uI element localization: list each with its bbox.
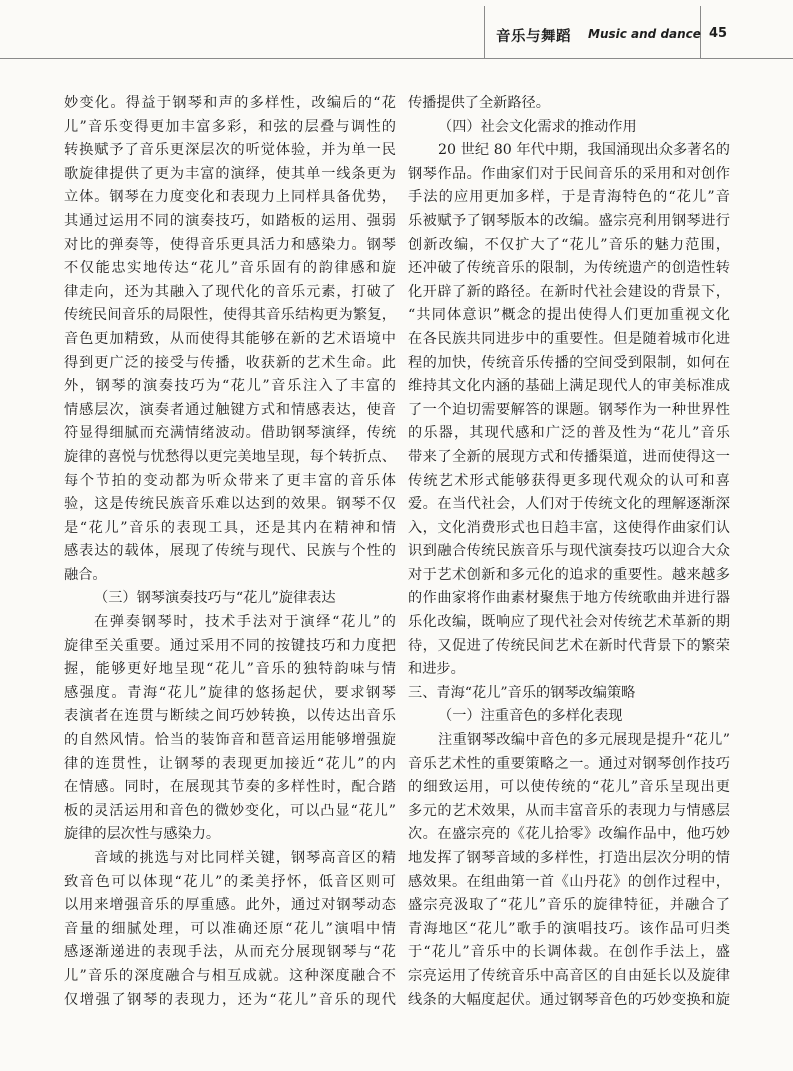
right-column (408, 92, 730, 1012)
running-header (0, 0, 793, 70)
text-line: 致音色可以体现“花儿”的柔美抒怀，低音区则可 (64, 873, 396, 890)
text-line: 在各民族共同进步中的重要性。但是随着城市化进 (408, 330, 730, 347)
text-line: 音色更加精致，从而使得其能够在新的艺术语境中 (64, 330, 396, 347)
text-line: 钢琴作品。作曲家们对于民间音乐的采用和对创作 (408, 165, 730, 182)
text-line: 待，又促进了传统民间艺术在新时代背景下的繁荣 (408, 637, 730, 654)
page-number: 45 (709, 26, 728, 41)
text-line: 其通过运用不同的演奏技巧，如踏板的运用、强弱 (64, 212, 396, 229)
text-line: 入，文化消费形式也日趋丰富，这使得作曲家们认 (408, 519, 730, 536)
text-line: 转换赋予了音乐更深层次的听觉体验，并为单一民 (64, 142, 396, 159)
text-line: 在情感。同时，在展现其节奏的多样性时，配合踏 (64, 779, 396, 796)
text-line: 感效果。在组曲第一首《山丹花》的创作过程中， (408, 873, 730, 890)
text-line: 程的加快，传统音乐传播的空间受到限制，如何在 (408, 354, 730, 371)
text-line: 青海地区“花儿”歌手的演唱技巧。该作品可归类 (408, 920, 730, 937)
text-line: 得到更广泛的接受与传播，收获新的艺术生命。此 (64, 354, 396, 371)
text-line: 爱。在当代社会，人们对于传统文化的理解逐渐深 (408, 496, 730, 513)
text-line: 板的灵活运用和音色的微妙变化，可以凸显“花儿” (64, 802, 396, 819)
text-line: 不仅能忠实地传达“花儿”音乐固有的韵律感和旋 (64, 260, 396, 277)
text-line: 是“花儿”音乐的表现工具，还是其内在精神和情 (64, 519, 396, 536)
text-line: 的细致运用，可以使传统的“花儿”音乐呈现出更 (408, 779, 730, 796)
text-line: 在弹奏钢琴时，技术手法对于演绎“花儿”的 (94, 614, 396, 631)
text-line: 情感层次，演奏者通过触键方式和情感表达，使音 (64, 401, 396, 418)
text-line: 和进步。 (408, 661, 465, 678)
left-column (64, 92, 396, 1012)
text-line: 线条的大幅度起伏。通过钢琴音色的巧妙变换和旋 (408, 991, 730, 1008)
text-line: 多元的艺术效果，从而丰富音乐的表现力与情感层 (408, 802, 730, 819)
text-line: 旋律的层次性与感染力。 (64, 826, 221, 843)
text-line: 音域的挑选与对比同样关键，钢琴高音区的精 (94, 850, 396, 866)
text-line: 音乐艺术性的重要策略之一。通过对钢琴创作技巧 (408, 755, 730, 772)
text-line: 立体。钢琴在力度变化和表现力上同样具备优势， (64, 189, 396, 206)
text-line: 旋律至关重要。通过采用不同的按键技巧和力度把 (64, 637, 396, 654)
text-line: 地发挥了钢琴音域的多样性，打造出层次分明的情 (408, 850, 730, 866)
text-line: 的自然风情。恰当的装饰音和琶音运用能够增强旋 (64, 732, 396, 749)
text-line: 传播提供了全新路径。 (408, 95, 550, 111)
text-line: 化开辟了新的路径。在新时代社会建设的背景下， (408, 283, 730, 300)
text-line: 次。在盛宗亮的《花儿拾零》改编作品中，他巧妙 (408, 826, 730, 843)
text-line: 仅增强了钢琴的表现力，还为“花儿”音乐的现代 (64, 991, 396, 1008)
section-heading: （一）注重音色的多样化表现 (438, 708, 623, 725)
text-line: 还冲破了传统音乐的限制，为传统遗产的创造性转 (408, 260, 730, 277)
text-line: 以用来增强音乐的厚重感。此外，通过对钢琴动态 (64, 897, 396, 914)
text-line: 对比的弹奏等，使得音乐更具活力和感染力。钢琴 (64, 236, 396, 253)
text-line: 盛宗亮汲取了“花儿”音乐的旋律特征，并融合了 (408, 897, 730, 914)
text-line: 律走向，还为其融入了现代化的音乐元素，打破了 (64, 283, 396, 300)
text-line: 歌旋律提供了更为丰富的演绎，使其单一线条更为 (64, 165, 396, 182)
text-line: 于“花儿”音乐中的长调体裁。在创作手法上，盛 (408, 944, 730, 961)
text-line: 每个节拍的变动都为听众带来了更丰富的音乐体 (64, 472, 396, 489)
section-heading: （三）钢琴演奏技巧与“花儿”旋律表达 (94, 590, 336, 607)
text-line: 创新改编，不仅扩大了“花儿”音乐的魅力范围， (408, 236, 730, 253)
section-heading: 三、青海“花儿”音乐的钢琴改编策略 (408, 684, 636, 701)
text-line: 乐化改编，既响应了现代社会对传统艺术革新的期 (408, 614, 730, 631)
header-divider (484, 6, 485, 58)
text-line: 儿”音乐变得更加丰富多彩，和弦的层叠与调性的 (64, 118, 396, 135)
text-line: 20 世纪 80 年代中期，我国涌现出众多著名的 (438, 142, 730, 159)
section-title-en: Music and dance (588, 27, 701, 41)
text-line: 律的连贯性，让钢琴的表现更加接近“花儿”的内 (64, 755, 396, 772)
text-line: 符显得细腻而充满情绪波动。借助钢琴演绎，传统 (64, 425, 396, 442)
text-line: 握，能够更好地呈现“花儿”音乐的独特韵味与情 (64, 661, 396, 678)
section-title-zh: 音乐与舞蹈 (496, 29, 571, 45)
text-line: 维持其文化内涵的基础上满足现代人的审美标准成 (408, 378, 730, 395)
text-line: 对于艺术创新和多元化的追求的重要性。越来越多 (408, 566, 730, 583)
text-line: 旋律的喜悦与忧愁得以更完美地呈现，每个转折点、 (64, 448, 396, 465)
header-rule (0, 58, 793, 59)
text-line: 融合。 (64, 566, 107, 583)
text-line: 的乐器，其现代感和广泛的普及性为“花儿”音乐 (408, 425, 730, 442)
text-line: 感强度。青海“花儿”旋律的悠扬起伏，要求钢琴 (64, 684, 396, 701)
text-line: 识到融合传统民族音乐与现代演奏技巧以迎合大众 (408, 543, 730, 560)
text-line: 注重钢琴改编中音色的多元展现是提升“花儿” (438, 732, 730, 749)
text-line: 验，这是传统民族音乐难以达到的效果。钢琴不仅 (64, 496, 396, 513)
text-line: 乐被赋予了钢琴版本的改编。盛宗亮利用钢琴进行 (408, 212, 730, 229)
text-line: 宗亮运用了传统音乐中高音区的自由延长以及旋律 (408, 967, 730, 984)
text-line: 传统艺术形式能够获得更多现代观众的认可和喜 (408, 472, 730, 489)
text-line: 感表达的载体，展现了传统与现代、民族与个性的 (64, 543, 396, 560)
text-line: 的作曲家将作曲素材聚焦于地方传统歌曲并进行器 (408, 590, 730, 607)
text-line: 手法的应用更加多样，于是青海特色的“花儿”音 (408, 189, 730, 206)
text-line: 表演者在连贯与断续之间巧妙转换，以传达出音乐 (64, 708, 396, 725)
text-line: 儿”音乐的深度融合与相互成就。这种深度融合不 (64, 967, 396, 984)
text-line: “共同体意识”概念的提出使得人们更加重视文化 (408, 307, 730, 324)
text-line: 带来了全新的展现方式和传播渠道，进而使得这一 (408, 448, 730, 465)
text-line: 传统民间音乐的局限性，使得其音乐结构更为繁复， (64, 307, 396, 324)
text-line: 音量的细腻处理，可以准确还原“花儿”演唱中情 (64, 920, 396, 937)
section-heading: （四）社会文化需求的推动作用 (438, 118, 637, 135)
text-line: 了一个迫切需要解答的课题。钢琴作为一种世界性 (408, 401, 730, 418)
text-line: 感逐渐递进的表现手法，从而充分展现钢琴与“花 (64, 944, 396, 961)
text-line: 外，钢琴的演奏技巧为“花儿”音乐注入了丰富的 (64, 378, 396, 395)
text-line: 妙变化。得益于钢琴和声的多样性，改编后的“花 (64, 95, 396, 111)
